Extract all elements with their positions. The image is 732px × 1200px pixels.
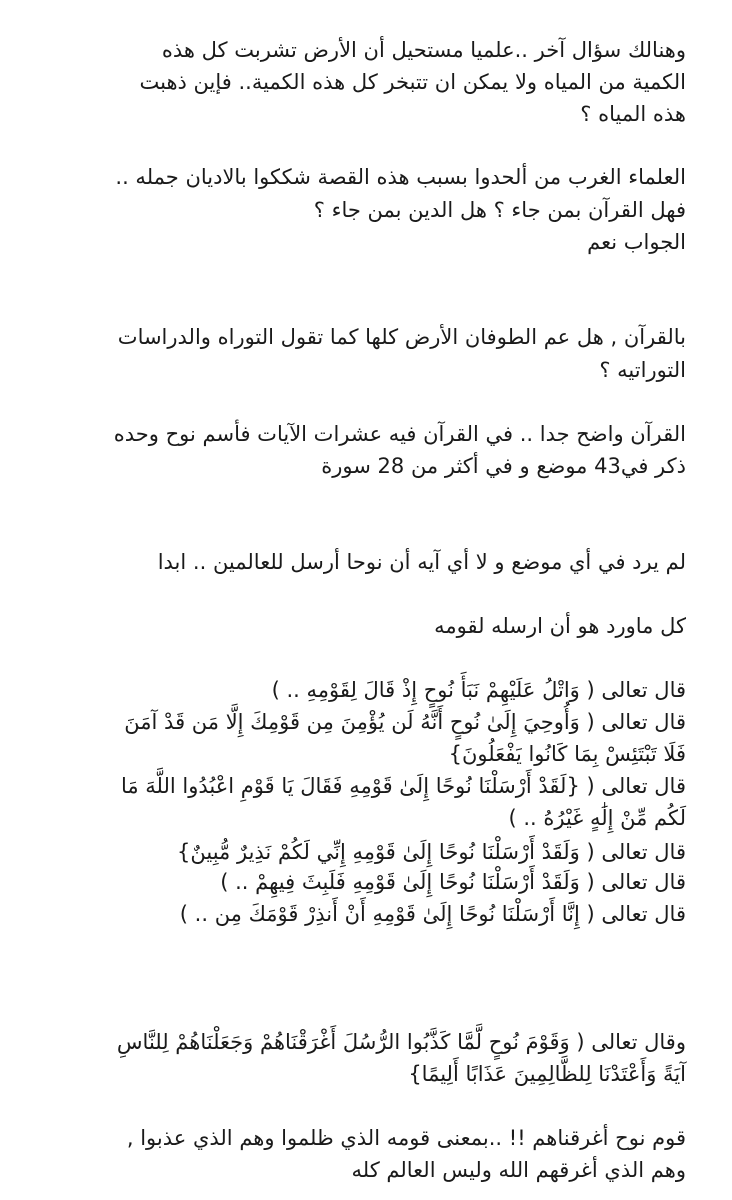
text-line: القرآن واضح جدا .. في القرآن فيه عشرات الآيات فأسم نوح وحده [113, 422, 686, 446]
text-line: بالقرآن , هل عم الطوفان الأرض كلها كما تقول التوراه والدراسات [117, 325, 686, 349]
text-line: كل ماورد هو أن ارسله لقومه [434, 614, 686, 638]
text-line: العلماء الغرب من ألحدوا بسبب هذه القصة شككوا بالاديان جمله .. [115, 165, 686, 189]
text-line: الكمية من المياه ولا يمكن ان تتبخر كل هذه الكمية.. فإين ذهبت [139, 70, 686, 94]
verse-line: لَكُم مِّنْ إِلَٰهٍ غَيْرُهُ .. ) [508, 806, 686, 830]
text-line: قوم نوح أغرقناهم !! ..بمعنى قومه الذي ظلموا وهم الذي عذبوا , [126, 1126, 686, 1150]
verse-line: قال تعالى ( وَأُوحِيَ إِلَىٰ نُوحٍ أَنَّهُ لَن يُؤْمِنَ مِن قَوْمِكَ إِلَّا مَن قَدْ آمَنَ [124, 710, 686, 734]
text-line: وهنالك سؤال آخر ..علميا مستحيل أن الأرض تشربت كل هذه [161, 38, 686, 62]
verse-line: آيَةً وَأَعْتَدْنَا لِلظَّالِمِينَ عَذَابًا أَلِيمًا} [408, 1062, 686, 1086]
verse-line: قال تعالى ( وَلَقَدْ أَرْسَلْنَا نُوحًا إِلَىٰ قَوْمِهِ إِنِّي لَكُمْ نَذِيرٌ مُّبِينٌ} [177, 840, 686, 864]
text-line: هذه المياه ؟ [580, 102, 686, 126]
verse-line: قال تعالى ( {لَقَدْ أَرْسَلْنَا نُوحًا إِلَىٰ قَوْمِهِ فَقَالَ يَا قَوْمِ اعْبُدُوا اللَّهَ مَا [120, 774, 686, 798]
text-line: ذكر في43 موضع و في أكثر من 28 سورة [321, 454, 686, 478]
text-line: التوراتيه ؟ [599, 358, 686, 382]
verse-line: وقال تعالى ( وَقَوْمَ نُوحٍ لَّمَّا كَذَّبُوا الرُّسُلَ أَغْرَقْنَاهُمْ وَجَعَلْنَاهُمْ لِلنَّاسِ [116, 1030, 686, 1054]
text-line: فهل القرآن بمن جاء ؟ هل الدين بمن جاء ؟ [313, 198, 686, 222]
text-line: الجواب نعم [587, 230, 686, 254]
verse-line: قال تعالى ( وَلَقَدْ أَرْسَلْنَا نُوحًا إِلَىٰ قَوْمِهِ فَلَبِثَ فِيهِمْ .. ) [220, 870, 686, 894]
text-line: وهم الذي أغرقهم الله وليس العالم كله [351, 1158, 686, 1182]
verse-line: قال تعالى ( إِنَّا أَرْسَلْنَا نُوحًا إِلَىٰ قَوْمِهِ أَنْ أَنذِرْ قَوْمَكَ مِن .. ) [179, 902, 686, 926]
verse-line: فَلَا تَبْتَئِسْ بِمَا كَانُوا يَفْعَلُونَ} [448, 742, 686, 766]
text-line: لم يرد في أي موضع و لا أي آيه أن نوحا أرسل للعالمين .. ابدا [157, 550, 686, 574]
verse-line: قال تعالى ( وَاتْلُ عَلَيْهِمْ نَبَأَ نُوحٍ إِذْ قَالَ لِقَوْمِهِ .. ) [271, 678, 686, 702]
